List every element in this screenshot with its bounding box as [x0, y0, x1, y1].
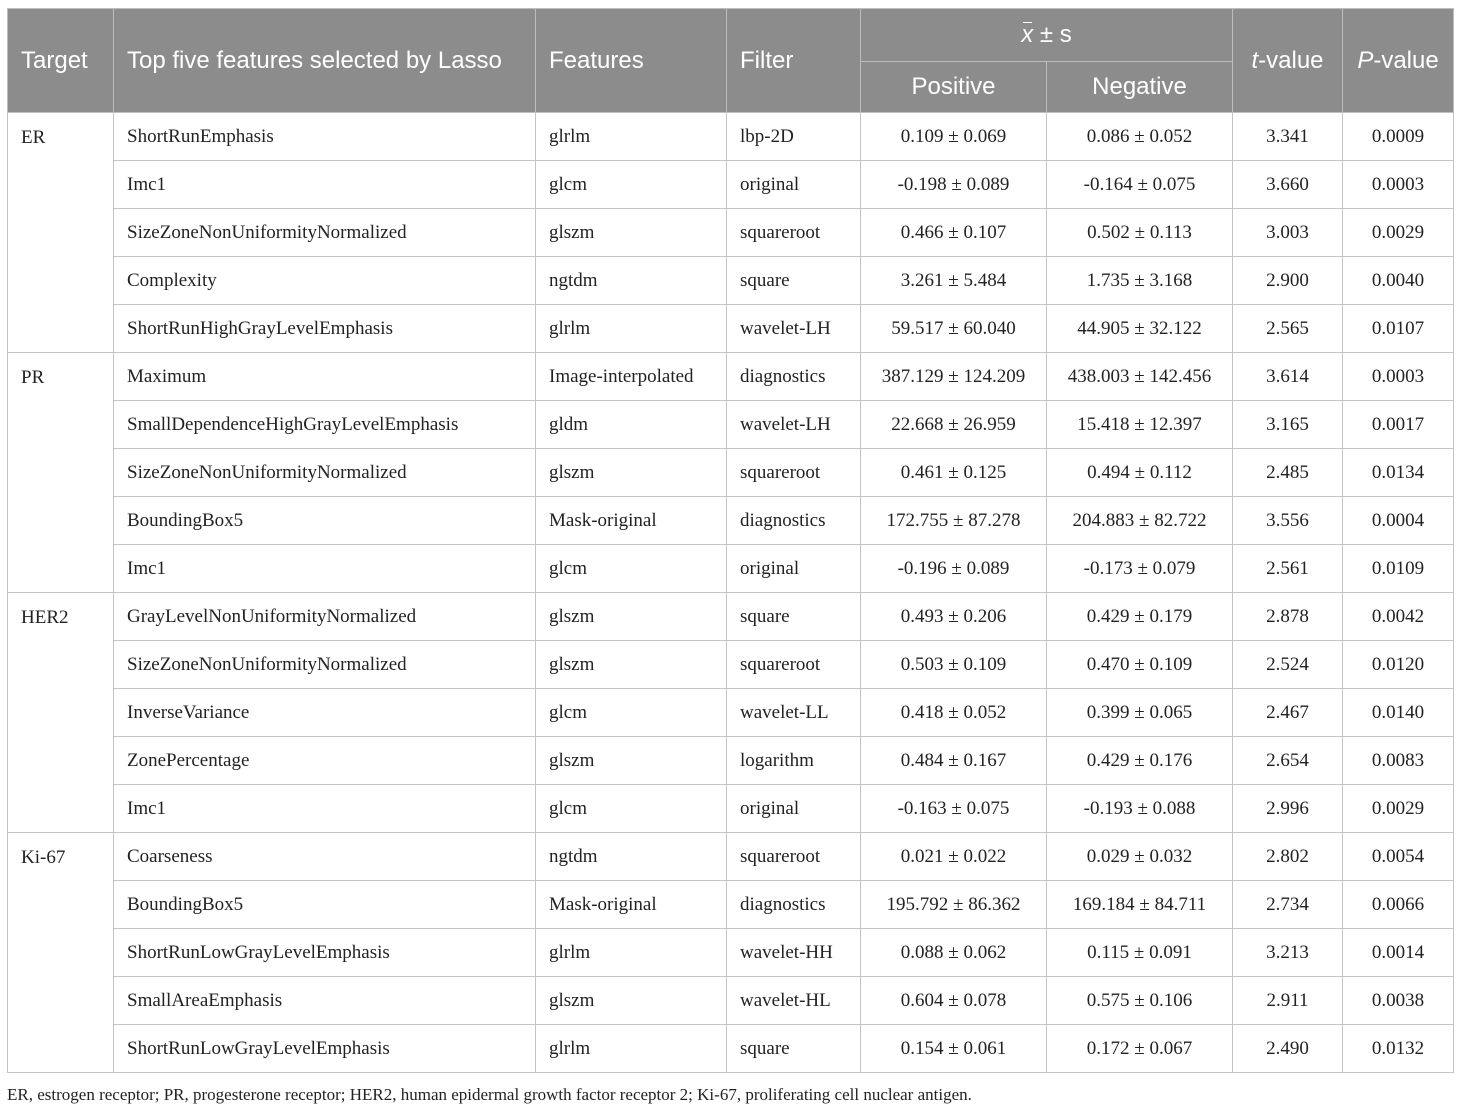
target-cell: Ki-67 — [8, 833, 114, 1073]
feature-name-cell: GrayLevelNonUniformityNormalized — [114, 593, 536, 641]
feature-name-cell: InverseVariance — [114, 689, 536, 737]
negative-cell: 0.172 ± 0.067 — [1047, 1025, 1233, 1073]
filter-cell: original — [727, 545, 861, 593]
t-value-cell: 2.654 — [1233, 737, 1343, 785]
positive-cell: 387.129 ± 124.209 — [861, 353, 1047, 401]
t-value-cell: 2.996 — [1233, 785, 1343, 833]
filter-cell: square — [727, 593, 861, 641]
filter-cell: square — [727, 1025, 861, 1073]
feature-name-cell: SmallDependenceHighGrayLevelEmphasis — [114, 401, 536, 449]
header-t-value — [1233, 9, 1343, 113]
feature-type-cell: glcm — [536, 161, 727, 209]
feature-name-cell: BoundingBox5 — [114, 497, 536, 545]
p-value-cell: 0.0040 — [1343, 257, 1454, 305]
t-value-cell: 2.900 — [1233, 257, 1343, 305]
p-value-cell: 0.0054 — [1343, 833, 1454, 881]
target-cell: ER — [8, 113, 114, 353]
t-value-cell: 3.660 — [1233, 161, 1343, 209]
header-mean-sd — [861, 9, 1233, 62]
p-value-cell: 0.0009 — [1343, 113, 1454, 161]
feature-type-cell: glrlm — [536, 305, 727, 353]
t-value-cell: 3.003 — [1233, 209, 1343, 257]
negative-cell: 169.184 ± 84.711 — [1047, 881, 1233, 929]
positive-cell: 0.461 ± 0.125 — [861, 449, 1047, 497]
negative-cell: 44.905 ± 32.122 — [1047, 305, 1233, 353]
t-value-italic: t — [1251, 46, 1259, 74]
filter-cell: squareroot — [727, 833, 861, 881]
p-value-cell: 0.0120 — [1343, 641, 1454, 689]
p-value-cell: 0.0066 — [1343, 881, 1454, 929]
table-row — [8, 497, 1454, 545]
feature-name-cell: Complexity — [114, 257, 536, 305]
negative-cell: 438.003 ± 142.456 — [1047, 353, 1233, 401]
p-value-cell: 0.0107 — [1343, 305, 1454, 353]
negative-cell: 0.399 ± 0.065 — [1047, 689, 1233, 737]
filter-cell: wavelet-HH — [727, 929, 861, 977]
p-value-rest: -value — [1373, 46, 1439, 74]
table-footnote: ER, estrogen receptor; PR, progesterone receptor; HER2, human epidermal growth factor receptor 2; Ki-67, proliferating cell nuclear antigen. — [7, 1085, 972, 1104]
p-value-italic: P — [1357, 46, 1374, 74]
table-row — [8, 689, 1454, 737]
table-row — [8, 1025, 1454, 1073]
positive-cell: -0.163 ± 0.075 — [861, 785, 1047, 833]
p-value-cell: 0.0042 — [1343, 593, 1454, 641]
p-value-cell: 0.0134 — [1343, 449, 1454, 497]
results-table-container — [7, 8, 1453, 1073]
p-value-cell: 0.0140 — [1343, 689, 1454, 737]
t-value-cell: 2.467 — [1233, 689, 1343, 737]
feature-name-cell: ZonePercentage — [114, 737, 536, 785]
positive-cell: 0.493 ± 0.206 — [861, 593, 1047, 641]
positive-cell: 0.021 ± 0.022 — [861, 833, 1047, 881]
table-row — [8, 593, 1454, 641]
negative-cell: 0.575 ± 0.106 — [1047, 977, 1233, 1025]
header-filter: Filter — [727, 9, 861, 113]
p-value-cell: 0.0029 — [1343, 209, 1454, 257]
p-value-cell: 0.0038 — [1343, 977, 1454, 1025]
t-value-rest: -value — [1258, 46, 1324, 74]
feature-name-cell: ShortRunHighGrayLevelEmphasis — [114, 305, 536, 353]
p-value-cell: 0.0083 — [1343, 737, 1454, 785]
t-value-cell: 2.490 — [1233, 1025, 1343, 1073]
filter-cell: wavelet-LH — [727, 401, 861, 449]
positive-cell: 195.792 ± 86.362 — [861, 881, 1047, 929]
header-features: Features — [536, 9, 727, 113]
t-value-cell: 2.565 — [1233, 305, 1343, 353]
negative-cell: 1.735 ± 3.168 — [1047, 257, 1233, 305]
feature-name-cell: Coarseness — [114, 833, 536, 881]
filter-cell: squareroot — [727, 449, 861, 497]
negative-cell: 0.429 ± 0.179 — [1047, 593, 1233, 641]
feature-type-cell: glrlm — [536, 1025, 727, 1073]
filter-cell: squareroot — [727, 641, 861, 689]
positive-cell: 0.109 ± 0.069 — [861, 113, 1047, 161]
header-top-features: Top five features selected by Lasso — [114, 9, 536, 113]
mean-symbol: x — [1021, 21, 1034, 48]
feature-name-cell: SizeZoneNonUniformityNormalized — [114, 449, 536, 497]
positive-cell: 0.154 ± 0.061 — [861, 1025, 1047, 1073]
feature-type-cell: glszm — [536, 641, 727, 689]
header-positive: Positive — [861, 62, 1047, 113]
negative-cell: -0.164 ± 0.075 — [1047, 161, 1233, 209]
filter-cell: diagnostics — [727, 497, 861, 545]
negative-cell: 15.418 ± 12.397 — [1047, 401, 1233, 449]
positive-cell: 0.484 ± 0.167 — [861, 737, 1047, 785]
table-row — [8, 305, 1454, 353]
t-value-cell: 3.213 — [1233, 929, 1343, 977]
p-value-cell: 0.0029 — [1343, 785, 1454, 833]
feature-type-cell: glszm — [536, 449, 727, 497]
p-value-cell: 0.0017 — [1343, 401, 1454, 449]
t-value-cell: 3.614 — [1233, 353, 1343, 401]
positive-cell: 22.668 ± 26.959 — [861, 401, 1047, 449]
feature-type-cell: glszm — [536, 737, 727, 785]
t-value-cell: 2.524 — [1233, 641, 1343, 689]
negative-cell: 204.883 ± 82.722 — [1047, 497, 1233, 545]
feature-type-cell: Mask-original — [536, 881, 727, 929]
t-value-cell: 3.556 — [1233, 497, 1343, 545]
feature-name-cell: ShortRunLowGrayLevelEmphasis — [114, 929, 536, 977]
table-row — [8, 401, 1454, 449]
t-value-cell: 2.878 — [1233, 593, 1343, 641]
negative-cell: 0.470 ± 0.109 — [1047, 641, 1233, 689]
feature-type-cell: Image-interpolated — [536, 353, 727, 401]
filter-cell: square — [727, 257, 861, 305]
positive-cell: 0.604 ± 0.078 — [861, 977, 1047, 1025]
filter-cell: wavelet-HL — [727, 977, 861, 1025]
p-value-cell: 0.0004 — [1343, 497, 1454, 545]
table-row — [8, 353, 1454, 401]
filter-cell: original — [727, 785, 861, 833]
positive-cell: -0.196 ± 0.089 — [861, 545, 1047, 593]
feature-name-cell: Imc1 — [114, 785, 536, 833]
t-value-cell: 2.734 — [1233, 881, 1343, 929]
feature-name-cell: SmallAreaEmphasis — [114, 977, 536, 1025]
feature-name-cell: ShortRunEmphasis — [114, 113, 536, 161]
table-row — [8, 833, 1454, 881]
feature-name-cell: SizeZoneNonUniformityNormalized — [114, 209, 536, 257]
positive-cell: 172.755 ± 87.278 — [861, 497, 1047, 545]
positive-cell: 0.088 ± 0.062 — [861, 929, 1047, 977]
positive-cell: -0.198 ± 0.089 — [861, 161, 1047, 209]
negative-cell: 0.029 ± 0.032 — [1047, 833, 1233, 881]
p-value-cell: 0.0132 — [1343, 1025, 1454, 1073]
feature-type-cell: glszm — [536, 977, 727, 1025]
feature-name-cell: BoundingBox5 — [114, 881, 536, 929]
negative-cell: 0.086 ± 0.052 — [1047, 113, 1233, 161]
header-target: Target — [8, 9, 114, 113]
feature-name-cell: Imc1 — [114, 545, 536, 593]
p-value-cell: 0.0109 — [1343, 545, 1454, 593]
feature-name-cell: Imc1 — [114, 161, 536, 209]
filter-cell: original — [727, 161, 861, 209]
positive-cell: 59.517 ± 60.040 — [861, 305, 1047, 353]
target-cell: HER2 — [8, 593, 114, 833]
feature-type-cell: glrlm — [536, 929, 727, 977]
negative-cell: -0.173 ± 0.079 — [1047, 545, 1233, 593]
negative-cell: -0.193 ± 0.088 — [1047, 785, 1233, 833]
feature-type-cell: Mask-original — [536, 497, 727, 545]
feature-type-cell: ngtdm — [536, 833, 727, 881]
negative-cell: 0.429 ± 0.176 — [1047, 737, 1233, 785]
filter-cell: wavelet-LL — [727, 689, 861, 737]
feature-type-cell: gldm — [536, 401, 727, 449]
negative-cell: 0.494 ± 0.112 — [1047, 449, 1233, 497]
p-value-cell: 0.0003 — [1343, 161, 1454, 209]
t-value-cell: 3.165 — [1233, 401, 1343, 449]
t-value-cell: 3.341 — [1233, 113, 1343, 161]
filter-cell: diagnostics — [727, 881, 861, 929]
table-row — [8, 929, 1454, 977]
header-negative: Negative — [1047, 62, 1233, 113]
positive-cell: 0.418 ± 0.052 — [861, 689, 1047, 737]
table-row — [8, 785, 1454, 833]
p-value-cell: 0.0014 — [1343, 929, 1454, 977]
t-value-cell: 2.802 — [1233, 833, 1343, 881]
positive-cell: 3.261 ± 5.484 — [861, 257, 1047, 305]
target-cell: PR — [8, 353, 114, 593]
table-row — [8, 737, 1454, 785]
header-p-value — [1343, 9, 1454, 113]
filter-cell: diagnostics — [727, 353, 861, 401]
feature-type-cell: glszm — [536, 593, 727, 641]
table-row — [8, 257, 1454, 305]
p-value-cell: 0.0003 — [1343, 353, 1454, 401]
mean-sd-text: ± s — [1033, 21, 1072, 48]
table-row — [8, 209, 1454, 257]
table-row — [8, 161, 1454, 209]
feature-type-cell: glszm — [536, 209, 727, 257]
table-row — [8, 641, 1454, 689]
feature-type-cell: glcm — [536, 545, 727, 593]
feature-type-cell: glcm — [536, 785, 727, 833]
feature-type-cell: glcm — [536, 689, 727, 737]
table-header — [8, 9, 1454, 113]
feature-type-cell: glrlm — [536, 113, 727, 161]
table-row — [8, 977, 1454, 1025]
positive-cell: 0.466 ± 0.107 — [861, 209, 1047, 257]
t-value-cell: 2.485 — [1233, 449, 1343, 497]
filter-cell: logarithm — [727, 737, 861, 785]
table-row — [8, 449, 1454, 497]
table-row — [8, 545, 1454, 593]
filter-cell: squareroot — [727, 209, 861, 257]
negative-cell: 0.502 ± 0.113 — [1047, 209, 1233, 257]
filter-cell: lbp-2D — [727, 113, 861, 161]
table-row — [8, 113, 1454, 161]
feature-name-cell: Maximum — [114, 353, 536, 401]
positive-cell: 0.503 ± 0.109 — [861, 641, 1047, 689]
t-value-cell: 2.911 — [1233, 977, 1343, 1025]
feature-type-cell: ngtdm — [536, 257, 727, 305]
lasso-features-table — [7, 8, 1454, 1073]
negative-cell: 0.115 ± 0.091 — [1047, 929, 1233, 977]
table-body — [8, 113, 1454, 1073]
table-row — [8, 881, 1454, 929]
t-value-cell: 2.561 — [1233, 545, 1343, 593]
filter-cell: wavelet-LH — [727, 305, 861, 353]
feature-name-cell: ShortRunLowGrayLevelEmphasis — [114, 1025, 536, 1073]
feature-name-cell: SizeZoneNonUniformityNormalized — [114, 641, 536, 689]
